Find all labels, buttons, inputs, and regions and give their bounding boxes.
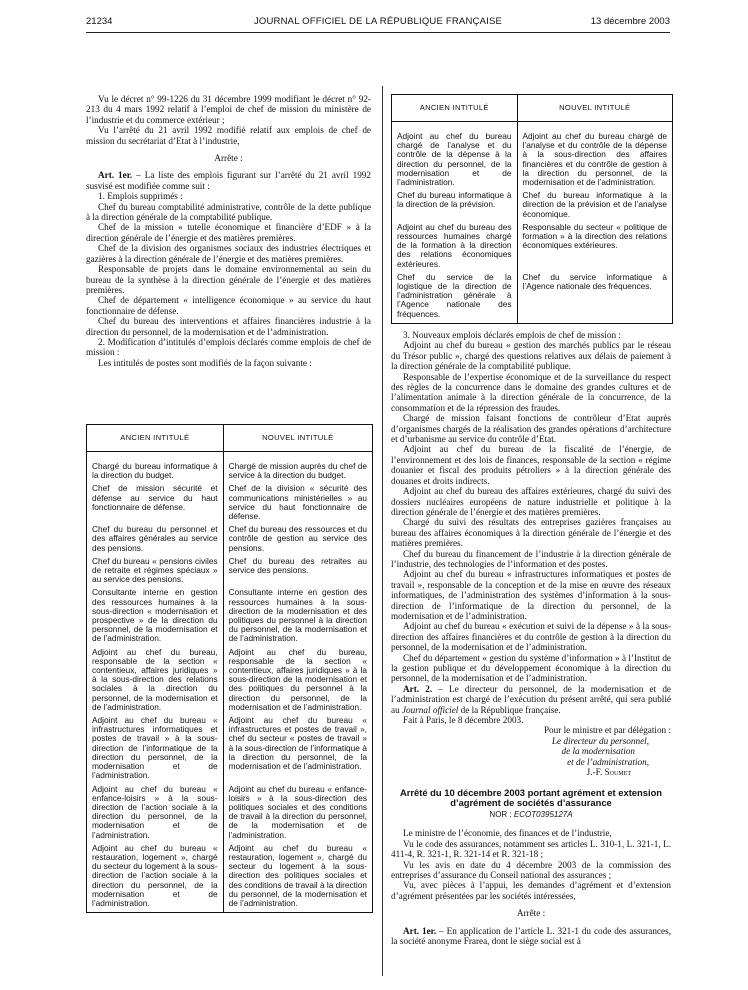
paragraph: Chef du bureau du financement de l’industrie à la direction générale de l’industrie, des technologies de l’information et des postes.	[391, 548, 671, 569]
signer-name: J.-F. Soumet	[586, 767, 631, 778]
cell-new: Chef du bureau des ressources et du contrôle de gestion au service des pensions.	[228, 524, 367, 553]
running-header	[86, 16, 670, 30]
paragraph: Adjoint au chef du bureau « infrastructures informatiques et postes de travail », responsable de la conception et de la mise en œuvre des réseaux informatiques, de l’administration des systèmes d’information à la sous-direction de l’informatique de la direction du personnel, de la modernisation et de l’administration.	[391, 569, 671, 621]
paragraph: Chef du bureau comptabilité administrative, contrôle de la dette publique à la direction générale de la comptabilité publique.	[86, 201, 371, 223]
cell-old: Adjoint au chef du bureau, responsable de la section « contentieux, affaires juridiques » à la sous-direction des relations sociales à la direction du personnel, de la modernisation et de l’administration.	[87, 648, 223, 716]
article-1	[391, 926, 671, 947]
signer-title-1: Le directeur du personnel,	[551, 735, 649, 746]
paragraph: 3. Nouveaux emplois déclarés emplois de chef de mission :	[403, 330, 621, 340]
paragraph: Responsable de projets dans le domaine environnemental au sein du bureau de la synthèse à la direction générale de l’énergie et des matières premières.	[86, 264, 371, 295]
paragraph: Adjoint au chef du bureau « gestion des marchés publics par le réseau du Trésor public », chargé des questions relatives aux délais de paiement à la direction générale de la comptabilité publique.	[391, 340, 671, 372]
cell-old: Adjoint au chef du bureau chargé de l’analyse et du contrôle de la dépense à la direction du personnel, de la modernisation et de l’administration.	[392, 122, 517, 192]
cell-new: Consultante interne en gestion des ressources humaines à la sous-direction de la modernisation et des politiques du personnel à la direction du personnel, de la modernisation et de l’administration.	[228, 587, 367, 644]
left-column	[86, 94, 371, 368]
paragraph: Adjoint au chef du bureau de la fiscalité de l’énergie, de l’environnement et des lois de finances, responsable de la section « régime douanier et fiscal des produits pétroliers » à la direction générale des douanes et droits indirects.	[391, 444, 671, 486]
cell-old: Adjoint au chef du bureau « restauration, logement », chargé du secteur du logement à la sous-direction de l’action sociale à la direction du personnel, de la modernisation et de l’administration.	[87, 844, 223, 912]
article-text-end: de la République française.	[458, 704, 561, 715]
cell-new: Chef du bureau informatique à la direction de la prévision et de l’analyse économique.	[522, 190, 667, 219]
fait-date: Fait à Paris, le 8 décembre 2003.	[403, 715, 524, 726]
col-header-old: ANCIEN INTITULÉ	[87, 425, 223, 452]
arrete-heading: Arrête :	[214, 153, 243, 164]
paragraph: 1. Emplois supprimés :	[98, 191, 183, 202]
article-1	[86, 170, 371, 191]
cell-new: Adjoint au chef du bureau « restauration, logement », chargé du secteur du logement à la sous-direction des politiques sociales et des conditions de travail à la direction du personnel, de la modernisation et de l’administration.	[228, 842, 367, 908]
paragraph: Chargé du suivi des résultats des entreprises gazières françaises au bureau des affaires économiques à la direction générale de l’énergie et des matières premières.	[391, 517, 671, 549]
cell-old: Chargé du bureau informatique à la direction du budget.	[87, 452, 223, 485]
signer-title-2: de la modernisation	[561, 746, 635, 757]
cell-new: Chargé de mission auprès du chef de service à la direction du budget.	[228, 461, 367, 481]
table-row	[87, 716, 372, 784]
paragraph: Chef de la division des organismes sociaux des industries électriques et gazières à la direction générale de l’énergie et des matières premières.	[86, 243, 371, 264]
journal-name: Journal officiel	[401, 704, 459, 715]
cell-new: Adjoint au chef du bureau « enfance-loisirs » à la sous-direction des politiques sociales et des conditions de travail à la direction du personnel, de la modernisation et de l’administration.	[228, 783, 367, 840]
paragraph: Chargé de mission faisant fonctions de contrôleur d’Etat auprès d’organismes chargés de la réalisation des grandes opérations d’architecture et d’urbanisme au service du contrôle d’Etat.	[391, 413, 671, 445]
job-title-table-left	[86, 424, 373, 913]
delegation-line: Pour le ministre et par délégation :	[543, 725, 671, 736]
article-label: Art. 2.	[403, 683, 433, 694]
article-text: – Le directeur du personnel, de la modernisation et de l’administration est chargé de l’exécution du présent arrêté, qui sera publié au	[391, 683, 671, 715]
right-column	[391, 330, 671, 946]
new-arrete-title: Arrêté du 10 décembre 2003 portant agrément et extension d’agrément de sociétés d’assurance	[399, 786, 663, 809]
cell-old: Consultante interne en gestion des ressources humaines à la sous-direction « modernisation et prospective » de la direction du personnel, de la modernisation et de l’administration.	[87, 588, 223, 647]
nor-code: ECOT0395127A	[513, 809, 573, 819]
table-row	[392, 273, 672, 323]
paragraph: Le ministre de l’économie, des finances et de l’industrie,	[403, 828, 612, 839]
table-row	[87, 785, 372, 844]
table-row	[87, 588, 372, 647]
cell-old: Adjoint au chef du bureau des ressources humaines chargé de la formation à la direction des relations économiques extérieures.	[392, 223, 517, 273]
cell-old: Chef du bureau du personnel et des affaires générales au service des pensions.	[87, 525, 223, 557]
paragraph: Vu l’arrêté du 21 avril 1992 modifié relatif aux emplois de chef de mission du secrétariat d’Etat à l’industrie,	[86, 125, 371, 146]
column-divider	[382, 86, 383, 976]
paragraph: Responsable de l’expertise économique et de la surveillance du respect des règles de la concurrence dans le domaine des grandes cultures et de l’alimentation animale à la direction générale de la concurrence, de la consommation et de la répression des fraudes.	[391, 371, 671, 413]
table-row	[392, 122, 672, 192]
cell-new: Responsable du secteur « politique de formation » à la direction des relations économiques extérieures.	[522, 221, 667, 251]
cell-old: Chef de mission sécurité et défense au service du haut fonctionnaire de défense.	[87, 484, 223, 525]
nor-label: NOR :	[489, 809, 514, 819]
nor-reference	[391, 810, 671, 820]
cell-old: Adjoint au chef du bureau « infrastructures informatiques et postes de travail » à la sous-direction de l’informatique de la direction du personnel, de la modernisation et de l’administration.	[87, 716, 223, 784]
col-header-new: NOUVEL INTITULÉ	[223, 425, 372, 452]
cell-old: Chef du bureau « pensions civiles de retraite et régimes spéciaux » au service des pensions.	[87, 557, 223, 589]
paragraph: Chef du bureau des interventions et affaires financières industrie à la direction du personnel, de la modernisation et de l’administration.	[86, 316, 371, 337]
table-row	[392, 191, 672, 223]
paragraph: Vu le code des assurances, notamment ses articles L. 310-1, L. 321-1, L. 411-4, R. 321-1, R. 321-14 et R. 321-18 ;	[391, 838, 671, 860]
paragraph: Chef de département « intelligence économique » au service du haut fonctionnaire de défense.	[86, 295, 371, 316]
table-row	[392, 223, 672, 273]
cell-new: Chef de la division « sécurité des communications ministérielles » au service du haut fonctionnaire de défense.	[228, 483, 367, 522]
cell-old: Adjoint au chef du bureau « enfance-loisirs » à la sous-direction de l’action sociale à la direction du personnel, de la modernisation et de l’administration.	[87, 785, 223, 844]
cell-new: Chef du service informatique à l’Agence nationale des fréquences.	[522, 271, 667, 292]
paragraph: Chef de la mission « tutelle économique et financière d’EDF » à la direction générale de l’énergie et des matières premières.	[86, 222, 371, 243]
paragraph: Chef du département « gestion du système d’information » à l’Institut de la gestion publique et du développement économique à la direction du personnel, de la modernisation et de l’administration.	[391, 652, 671, 684]
article-text: – En application de l’article L. 321-1 du code des assurances, la société anonyme Frarea, dont le siège social est à	[391, 925, 671, 946]
paragraph: Vu, avec pièces à l’appui, les demandes d’agrément et d’extension d’agrément présentées par les sociétés intéressées,	[391, 880, 671, 901]
table-row	[87, 452, 372, 485]
paragraph: 2. Modification d’intitulés d’emplois déclarés comme emplois de chef de mission :	[86, 336, 371, 358]
cell-new: Adjoint au chef du bureau chargé de l’analyse et du contrôle de la dépense à la sous-direction des affaires financières et du contrôle de gestion à la direction du personnel, de la modernisation et de l’administration.	[522, 131, 667, 188]
article-label: Art. 1er.	[403, 925, 437, 936]
table-row	[87, 484, 372, 525]
cell-new: Adjoint au chef du bureau « infrastructures et postes de travail », chef du secteur « postes de travail » à la sous-direction de l’informatique à la direction du personnel, de la modernisation et de l’administration.	[228, 715, 367, 772]
col-header-new: NOUVEL INTITULÉ	[517, 95, 672, 122]
journal-title: JOURNAL OFFICIEL DE LA RÉPUBLIQUE FRANÇAISE	[253, 16, 503, 27]
paragraph: Vu les avis en date du 4 décembre 2003 de la commission des entreprises d’assurance du Conseil national des assurances ;	[391, 859, 671, 880]
article-text: – La liste des emplois figurant sur l’arrêté du 21 avril 1992 susvisé est modifiée comme suit :	[86, 170, 371, 191]
paragraph: Les intitulés de postes sont modifiés de la façon suivante :	[98, 357, 312, 368]
arrete-heading: Arrête :	[516, 908, 546, 919]
article-label: Art. 1er.	[98, 170, 133, 181]
paragraph: Adjoint au chef du bureau des affaires extérieures, chargé du suivi des dossiers nucléaires européens de nature industrielle et politique à la direction générale de l’énergie et des matières premières.	[391, 486, 671, 517]
signer-title-3: et de l’administration,	[567, 756, 649, 767]
table-row	[87, 525, 372, 557]
cell-new: Chef du bureau des retraites au service des pensions.	[228, 555, 367, 576]
cell-old: Chef du service de la logistique de la direction de l’administration générale à l’Agence nationale des fréquences.	[392, 273, 517, 323]
cell-old: Chef du bureau informatique à la direction de la prévision.	[392, 191, 517, 223]
table-row	[87, 648, 372, 716]
cell-new: Adjoint au chef du bureau, responsable de la section « contentieux, affaires juridiques » à la sous-direction de la modernisation et des politiques du personnel à la direction du personnel, de la modernisation et de l’administration.	[228, 646, 367, 712]
table-row	[87, 844, 372, 912]
table-row	[87, 557, 372, 589]
page-number: 21234	[86, 16, 113, 27]
article-2	[391, 684, 671, 715]
job-title-table-right	[391, 94, 673, 324]
col-header-old: ANCIEN INTITULÉ	[392, 95, 517, 122]
paragraph: Adjoint au chef du bureau « exécution et suivi de la dépense » à la sous-direction des affaires financières et du contrôle de gestion à la direction du personnel, de la modernisation et de l’administration.	[391, 621, 671, 653]
header-rule	[86, 32, 670, 33]
publication-date: 13 décembre 2003	[590, 16, 670, 27]
paragraph: Vu le décret n° 99-1226 du 31 décembre 1999 modifiant le décret n° 92-213 du 4 mars 1992 relatif à l’emploi de chef de mission du ministère de l’industrie et du commerce extérieur ;	[86, 94, 371, 125]
